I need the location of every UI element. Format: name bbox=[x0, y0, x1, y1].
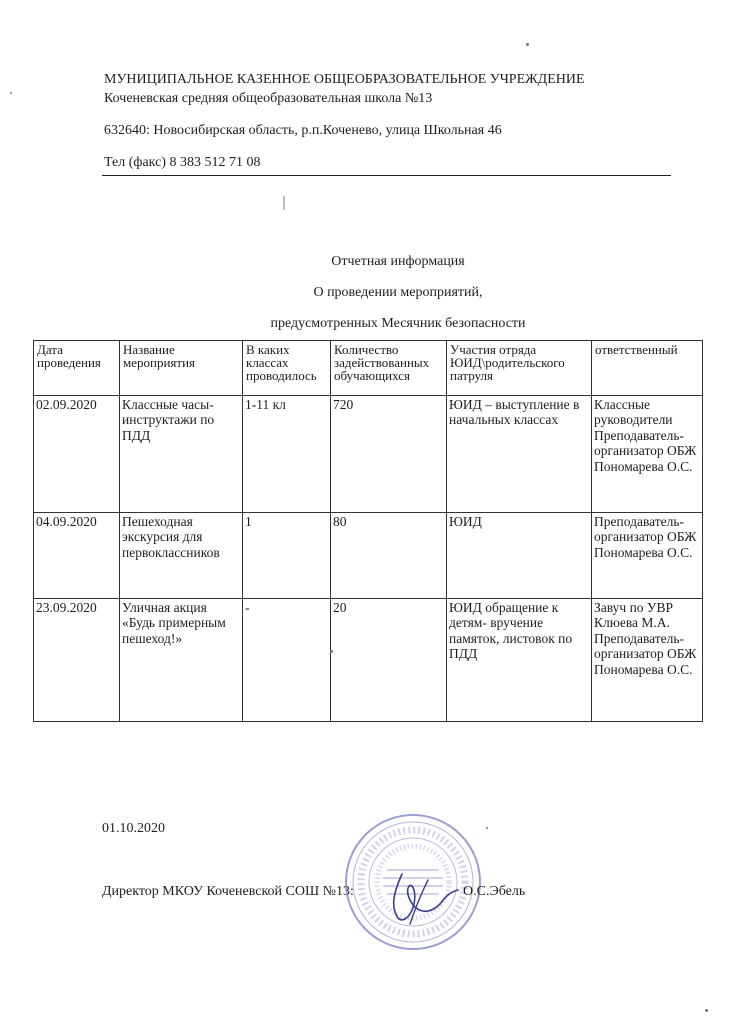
cell-responsible: Классные руководители Преподаватель-организатор ОБЖ Пономарева О.С. bbox=[592, 396, 703, 513]
director-name: О.С.Эбель bbox=[463, 884, 526, 899]
scan-speck bbox=[330, 650, 333, 653]
column-header-event-name: Название мероприятия bbox=[120, 341, 243, 396]
table-row bbox=[34, 599, 703, 722]
cell-yuid-participation: ЮИД – выступление в начальных классах bbox=[447, 396, 592, 513]
cell-students-count: 80 bbox=[331, 513, 447, 599]
column-header-responsible: ответственный bbox=[592, 341, 703, 396]
org-phone: Тел (факс) 8 383 512 71 08 bbox=[104, 155, 261, 170]
table-header-row bbox=[34, 341, 703, 396]
report-title: Отчетная информация bbox=[331, 254, 465, 269]
scan-speck bbox=[486, 827, 488, 829]
scan-speck bbox=[526, 43, 529, 46]
director-title: Директор МКОУ Коченевской СОШ №13: bbox=[102, 884, 354, 899]
table-row bbox=[34, 396, 703, 513]
cell-yuid-participation: ЮИД bbox=[447, 513, 592, 599]
cell-classes: - bbox=[243, 599, 331, 722]
cell-classes: 1 bbox=[243, 513, 331, 599]
report-subtitle-line2: предусмотренных Месячник безопасности bbox=[270, 316, 526, 331]
cell-yuid-participation: ЮИД обращение к детям- вручение памяток, листовок по ПДД bbox=[447, 599, 592, 722]
cell-responsible: Завуч по УВР Клюева М.А. Преподаватель-организатор ОБЖ Пономарева О.С. bbox=[592, 599, 703, 722]
cell-date: 23.09.2020 bbox=[34, 599, 120, 722]
scan-speck bbox=[705, 1009, 708, 1012]
scan-speck bbox=[283, 196, 285, 210]
org-address: 632640: Новосибирская область, р.п.Коченево, улица Школьная 46 bbox=[104, 123, 502, 138]
column-header-classes: В каких классах проводилось bbox=[243, 341, 331, 396]
cell-date: 02.09.2020 bbox=[34, 396, 120, 513]
column-header-date: Дата проведения bbox=[34, 341, 120, 396]
org-name-line1: МУНИЦИПАЛЬНОЕ КАЗЕННОЕ ОБЩЕОБРАЗОВАТЕЛЬНОЕ УЧРЕЖДЕНИЕ bbox=[104, 72, 585, 87]
cell-event-name: Классные часы- инструктажи по ПДД bbox=[120, 396, 243, 513]
header-divider bbox=[102, 175, 671, 176]
report-date: 01.10.2020 bbox=[102, 821, 165, 836]
table-row bbox=[34, 513, 703, 599]
cell-classes: 1-11 кл bbox=[243, 396, 331, 513]
column-header-yuid-participation: Участия отряда ЮИД\родительского патруля bbox=[447, 341, 592, 396]
cell-responsible: Преподаватель-организатор ОБЖ Пономарева О.С. bbox=[592, 513, 703, 599]
scan-speck bbox=[10, 92, 12, 94]
cell-event-name: Пешеходная экскурсия для первоклассников bbox=[120, 513, 243, 599]
director-signature bbox=[384, 866, 464, 928]
cell-event-name: Уличная акция «Будь примерным пешеход!» bbox=[120, 599, 243, 722]
column-header-students-count: Количество задействованных обучающихся bbox=[331, 341, 447, 396]
org-name-line2: Коченевская средняя общеобразовательная школа №13 bbox=[104, 91, 433, 106]
cell-students-count: 20 bbox=[331, 599, 447, 722]
report-subtitle-line1: О проведении мероприятий, bbox=[313, 285, 483, 300]
events-table bbox=[33, 340, 703, 722]
cell-students-count: 720 bbox=[331, 396, 447, 513]
cell-date: 04.09.2020 bbox=[34, 513, 120, 599]
